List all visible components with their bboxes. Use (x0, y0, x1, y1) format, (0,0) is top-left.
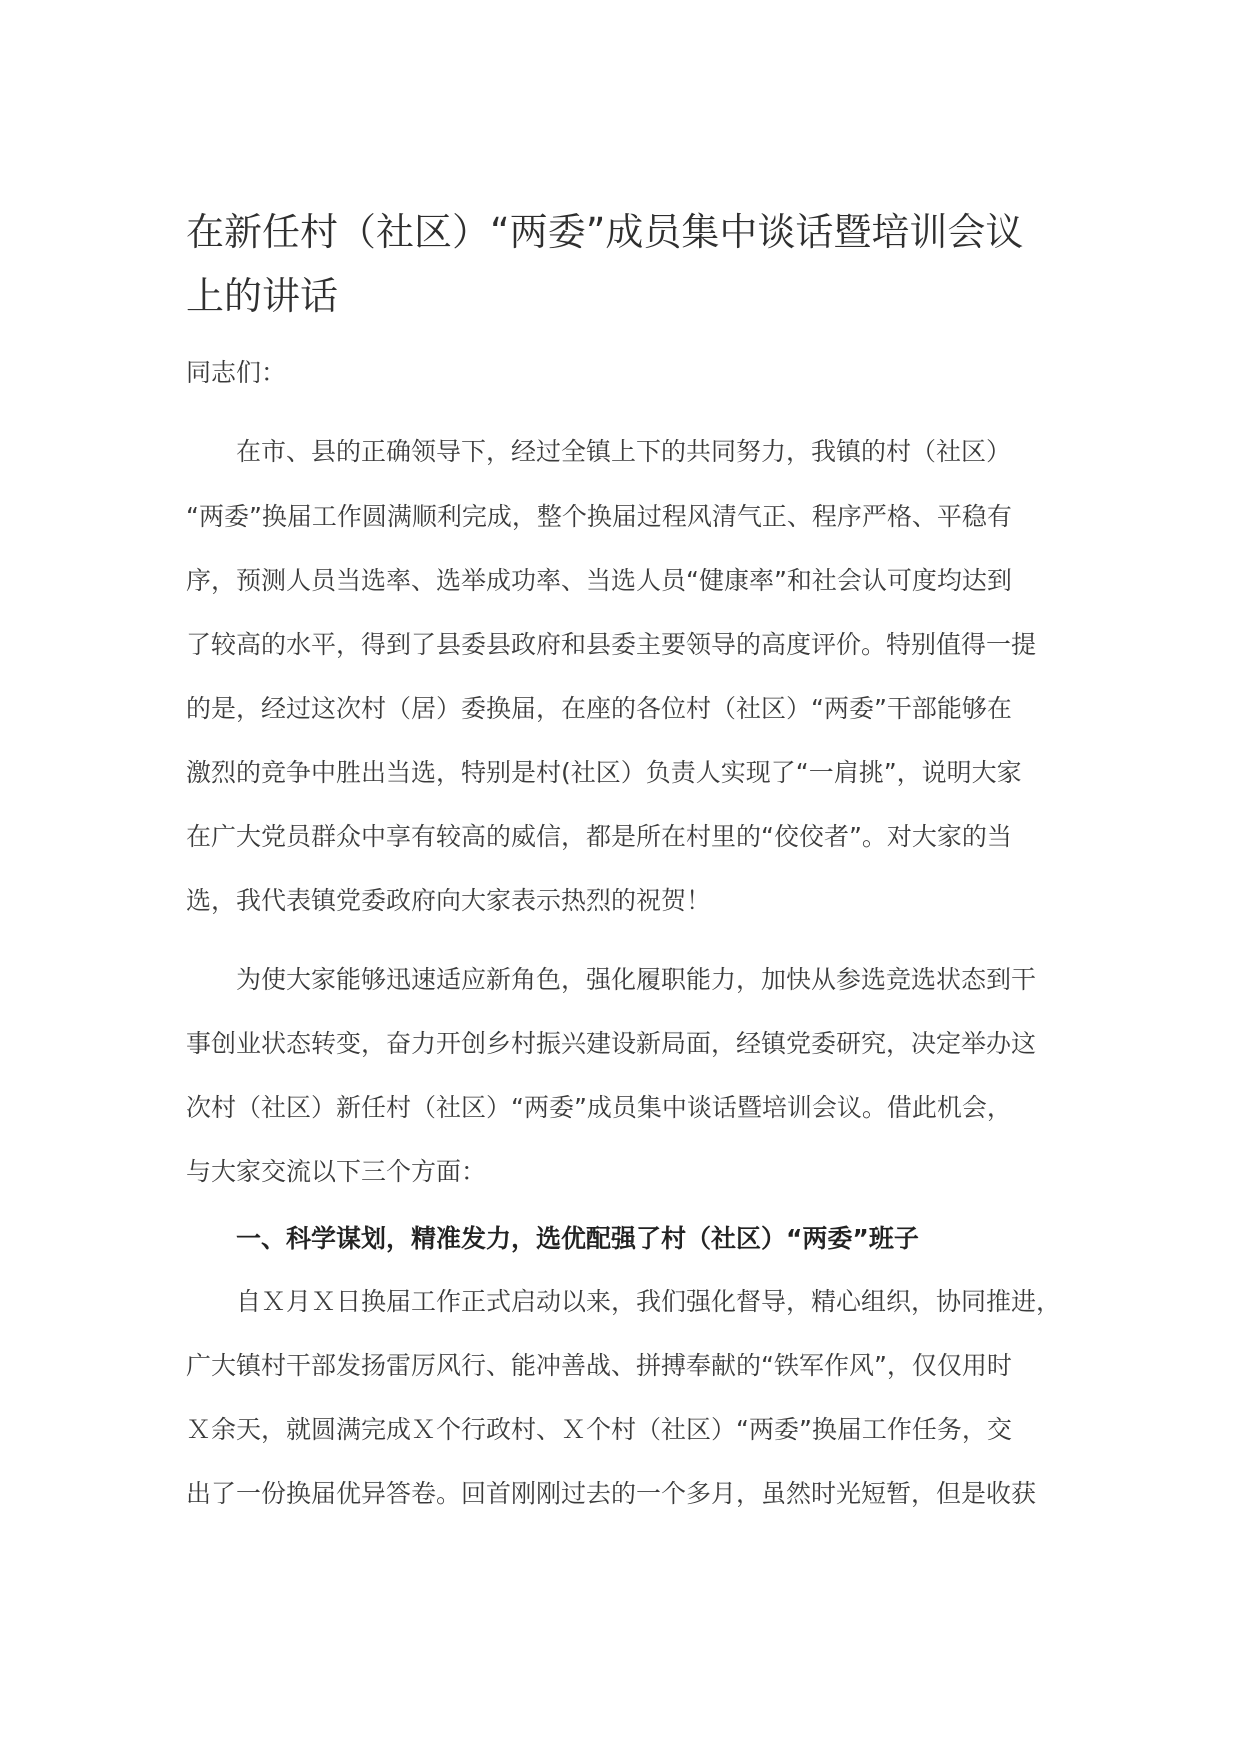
paragraph-1-line: 了较高的水平，得到了县委县政府和县委主要领导的高度评价。特别值得一提 (186, 630, 1037, 659)
paragraph-2-line: 为使大家能够迅速适应新角色，强化履职能力，加快从参选竞选状态到干 (236, 965, 1037, 994)
paragraph-1-line: 激烈的竞争中胜出当选，特别是村(社区）负责人实现了“一肩挑”，说明大家 (186, 758, 1022, 787)
paragraph-1-line: 在市、县的正确领导下，经过全镇上下的共同努力，我镇的村（社区） (236, 437, 1012, 466)
section-paragraph-line: 广大镇村干部发扬雷厉风行、能冲善战、拼搏奉献的“铁军作风”，仅仅用时 (186, 1351, 1012, 1380)
paragraph-2-line: 事创业状态转变，奋力开创乡村振兴建设新局面，经镇党委研究，决定举办这 (186, 1029, 1037, 1058)
document-title (186, 200, 1066, 328)
paragraph-1-line: 选，我代表镇党委政府向大家表示热烈的祝贺！ (186, 886, 712, 915)
salutation: 同志们： (186, 358, 287, 387)
section-paragraph-line: Ｘ余天，就圆满完成Ｘ个行政村、Ｘ个村（社区）“两委”换届工作任务，交 (186, 1415, 1012, 1444)
section-paragraph-line: 自Ｘ月Ｘ日换届工作正式启动以来，我们强化督导，精心组织，协同推进， (236, 1287, 1062, 1316)
paragraph-2-line: 与大家交流以下三个方面： (186, 1157, 487, 1186)
title-line: 在新任村（社区）“两委”成员集中谈话暨培训会议 (186, 210, 1024, 254)
title-line: 上的讲话 (186, 274, 339, 318)
paragraph-2-line: 次村（社区）新任村（社区）“两委”成员集中谈话暨培训会议。借此机会， (186, 1093, 1012, 1122)
paragraph-1-line: “两委”换届工作圆满顺利完成，整个换届过程风清气正、程序严格、平稳有 (186, 502, 1012, 531)
section-paragraph-line: 出了一份换届优异答卷。回首刚刚过去的一个多月，虽然时光短暂，但是收获 (186, 1479, 1037, 1508)
section-heading: 一、科学谋划，精准发力，选优配强了村（社区）“两委”班子 (236, 1224, 919, 1253)
paragraph-1-line: 在广大党员群众中享有较高的威信，都是所在村里的“佼佼者”。对大家的当 (186, 822, 1012, 851)
paragraph-1-line: 的是，经过这次村（居）委换届，在座的各位村（社区）“两委”干部能够在 (186, 694, 1012, 723)
paragraph-1-line: 序，预测人员当选率、选举成功率、当选人员“健康率”和社会认可度均达到 (186, 566, 1012, 595)
